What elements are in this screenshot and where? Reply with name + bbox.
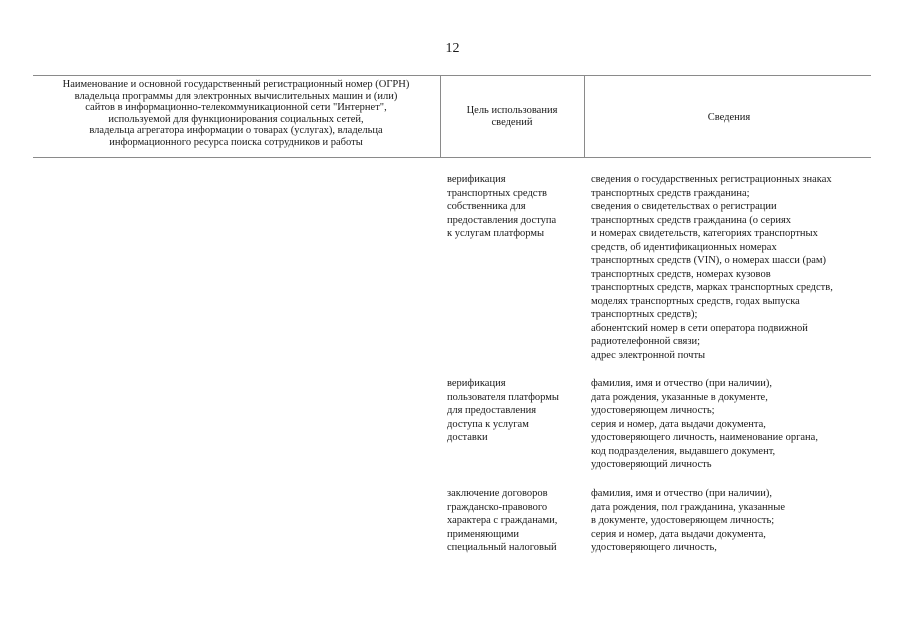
header-owner-line: владельца агрегатора информации о товарах (услугах), владельца: [89, 125, 383, 137]
info-line: транспортных средств);: [591, 309, 698, 320]
page-number: 12: [445, 41, 460, 56]
purpose-line: гражданско-правового: [447, 501, 548, 513]
purpose-line: собственника для: [447, 201, 526, 212]
purpose-line: специальный налоговый: [447, 542, 557, 553]
header-owner-column: [35, 79, 437, 149]
header-column-divider-1: [440, 75, 441, 157]
purpose-line: пользователя платформы: [447, 391, 559, 403]
info-line: транспортных средств гражданина (о сериях: [591, 214, 792, 226]
info-line: фамилия, имя и отчество (при наличии),: [591, 378, 773, 389]
purpose-line: характера с гражданами,: [447, 515, 558, 526]
info-line: и номерах свидетельств, категориях транспортных: [591, 228, 818, 239]
info-line: дата рождения, указанные в документе,: [591, 391, 768, 403]
row-info-cell: [591, 377, 881, 472]
header-owner-line: Наименование и основной государственный регистрационный номер (ОГРН): [62, 79, 410, 90]
info-line: удостоверяющий личность: [591, 459, 712, 470]
info-line: удостоверяющем личность;: [591, 405, 715, 416]
header-purpose-column: [443, 105, 581, 128]
info-line: транспортных средств (VIN), о номерах шасси (рам): [591, 255, 827, 266]
table-header-top-rule: [33, 75, 871, 76]
info-line: код подразделения, выдавшего документ,: [591, 445, 776, 457]
info-line: серия и номер, дата выдачи документа,: [591, 528, 766, 540]
info-line: удостоверяющего личность, наименование органа,: [591, 432, 818, 443]
info-line: моделях транспортных средств, годах выпуска: [591, 295, 800, 307]
table-header-bottom-rule: [33, 157, 871, 158]
info-line: транспортных средств гражданина;: [591, 187, 750, 199]
row-purpose-cell: [447, 487, 583, 555]
info-line: радиотелефонной связи;: [591, 336, 701, 347]
info-line: транспортных средств, марках транспортных средств,: [591, 282, 833, 293]
purpose-line: заключение договоров: [447, 488, 548, 499]
header-info-column: Сведения: [707, 112, 751, 123]
header-owner-line: владельца программы для электронных вычислительных машин и (или): [74, 90, 398, 102]
info-line: средств, об идентификационных номерах: [591, 241, 777, 253]
header-owner-line: используемой для функционирования социальных сетей,: [108, 113, 364, 125]
row-purpose-cell: [447, 173, 583, 241]
purpose-line: к услугам платформы: [447, 228, 545, 239]
row-info-cell: [591, 173, 881, 362]
header-purpose-line: Цель использования: [466, 105, 558, 116]
purpose-line: предоставления доступа: [447, 214, 557, 226]
info-line: в документе, удостоверяющем личность;: [591, 515, 775, 526]
info-line: удостоверяющего личность,: [591, 542, 717, 553]
info-line: фамилия, имя и отчество (при наличии),: [591, 488, 773, 499]
purpose-line: доставки: [447, 432, 488, 443]
info-line: абонентский номер в сети оператора подвижной: [591, 322, 808, 334]
row-purpose-cell: [447, 377, 583, 445]
info-line: транспортных средств, номерах кузовов: [591, 268, 771, 280]
header-column-divider-2: [584, 75, 585, 157]
purpose-line: верификация: [447, 174, 506, 185]
row-info-cell: [591, 487, 881, 555]
header-owner-line: сайтов в информационно-телекоммуникационной сети "Интернет",: [85, 102, 387, 114]
info-line: адрес электронной почты: [591, 349, 706, 361]
header-owner-line: информационного ресурса поиска сотрудников и работы: [109, 136, 363, 148]
info-line: дата рождения, пол гражданина, указанные: [591, 501, 785, 513]
purpose-line: для предоставления: [447, 405, 537, 416]
header-purpose-line: сведений: [491, 116, 533, 128]
purpose-line: транспортных средств: [447, 187, 548, 199]
purpose-line: доступа к услугам: [447, 418, 529, 430]
purpose-line: верификация: [447, 378, 506, 389]
info-line: сведения о государственных регистрационных знаках: [591, 174, 832, 185]
info-line: серия и номер, дата выдачи документа,: [591, 418, 766, 430]
info-line: сведения о свидетельствах о регистрации: [591, 201, 777, 212]
purpose-line: применяющими: [447, 528, 520, 540]
